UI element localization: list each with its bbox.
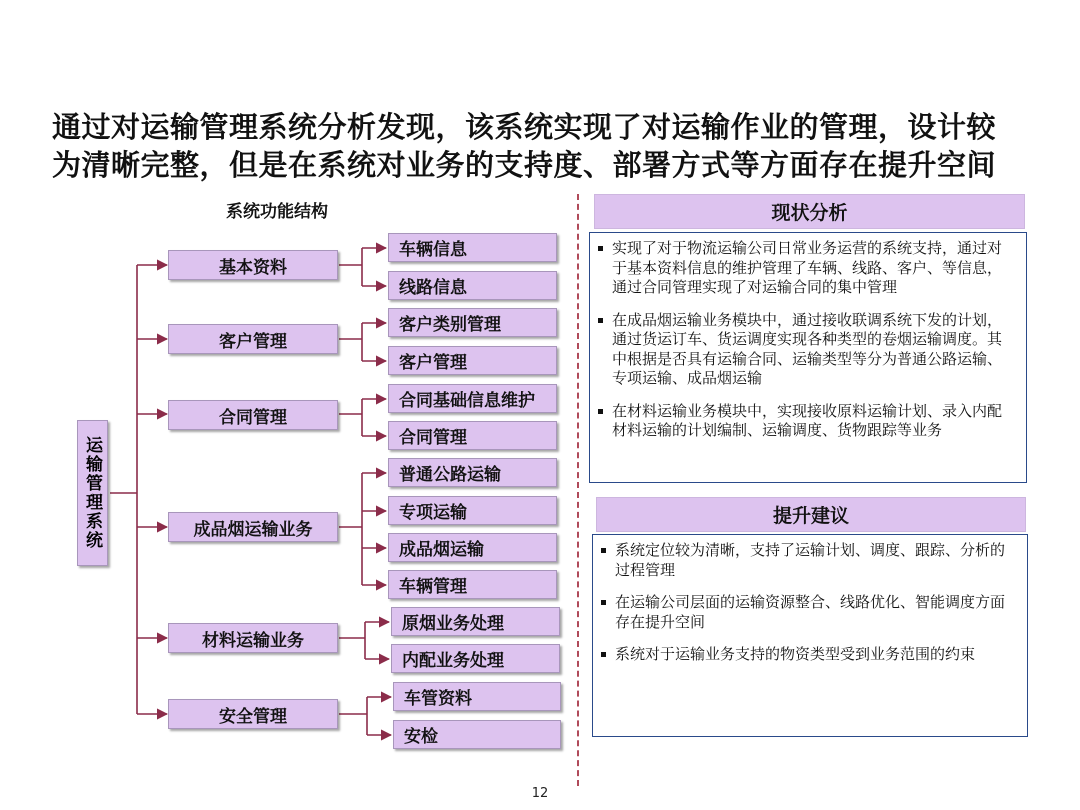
headline-line-1: 通过对运输管理系统分析发现，该系统实现了对运输作业的管理，设计较 (52, 110, 997, 144)
analysis-panel (589, 232, 1027, 483)
module-material-transport: 材料运输业务 (168, 623, 338, 653)
bullet-icon (598, 409, 603, 414)
suggestion-item (601, 541, 1013, 580)
item-vehicle-info: 车辆信息 (388, 233, 557, 262)
analysis-item (598, 402, 1012, 441)
item-internal-distribution: 内配业务处理 (391, 644, 560, 673)
page-number: 12 (531, 786, 549, 801)
suggestion-item (601, 645, 1013, 665)
item-route-info: 线路信息 (388, 271, 557, 300)
bullet-icon (598, 246, 603, 251)
bullet-icon (601, 600, 606, 605)
module-contract-management: 合同管理 (168, 400, 338, 430)
bullet-icon (598, 318, 603, 323)
item-contract-management: 合同管理 (388, 421, 557, 450)
analysis-item-text: 实现了对于物流运输公司日常业务运营的系统支持，通过对于基本资料信息的维护管理了车辆、线路、客户、等信息，通过合同管理实现了对运输合同的集中管理 (612, 239, 1003, 296)
bullet-icon (601, 548, 606, 553)
headline-line-2: 为清晰完整，但是在系统对业务的支持度、部署方式等方面存在提升空间 (52, 148, 997, 182)
section-divider (577, 194, 579, 786)
suggestion-item-text: 在运输公司层面的运输资源整合、线路优化、智能调度方面存在提升空间 (615, 593, 1006, 631)
item-contract-basic-info: 合同基础信息维护 (388, 384, 557, 413)
analysis-item (598, 239, 1012, 298)
item-road-transport: 普通公路运输 (388, 458, 557, 487)
suggestion-item-text: 系统定位较为清晰，支持了运输计划、调度、跟踪、分析的过程管理 (615, 541, 1006, 579)
analysis-item (598, 311, 1012, 389)
suggestions-panel (592, 534, 1028, 737)
bullet-icon (601, 652, 606, 657)
analysis-item-text: 在材料运输业务模块中，实现接收原料运输计划、录入内配材料运输的计划编制、运输调度、货物跟踪等业务 (612, 401, 1003, 439)
suggestion-item-text: 系统对于运输业务支持的物资类型受到业务范围的约束 (615, 645, 976, 663)
diagram-title: 系统功能结构 (226, 202, 328, 222)
item-customer-management: 客户管理 (388, 346, 557, 375)
item-customer-category: 客户类别管理 (388, 308, 557, 337)
item-raw-tobacco-processing: 原烟业务处理 (391, 607, 560, 636)
root-node: 运输管理系统 (77, 420, 108, 566)
item-special-transport: 专项运输 (388, 496, 557, 525)
module-finished-tobacco-transport: 成品烟运输业务 (168, 512, 338, 542)
module-basic-data: 基本资料 (168, 250, 338, 280)
item-safety-inspection: 安检 (393, 720, 561, 749)
module-safety-management: 安全管理 (168, 699, 338, 729)
item-vehicle-management: 车辆管理 (388, 570, 557, 599)
module-customer-management: 客户管理 (168, 324, 338, 354)
suggestions-title: 提升建议 (596, 497, 1026, 532)
analysis-title: 现状分析 (594, 194, 1025, 229)
analysis-item-text: 在成品烟运输业务模块中，通过接收联调系统下发的计划，通过货运订车、货运调度实现各种类型的卷烟运输调度。其中根据是否具有运输合同、运输类型等分为普通公路运输、专项运输、成品烟运输 (612, 310, 1003, 387)
item-vehicle-records: 车管资料 (393, 682, 561, 711)
suggestion-item (601, 593, 1013, 632)
item-finished-tobacco-transport: 成品烟运输 (388, 533, 557, 562)
